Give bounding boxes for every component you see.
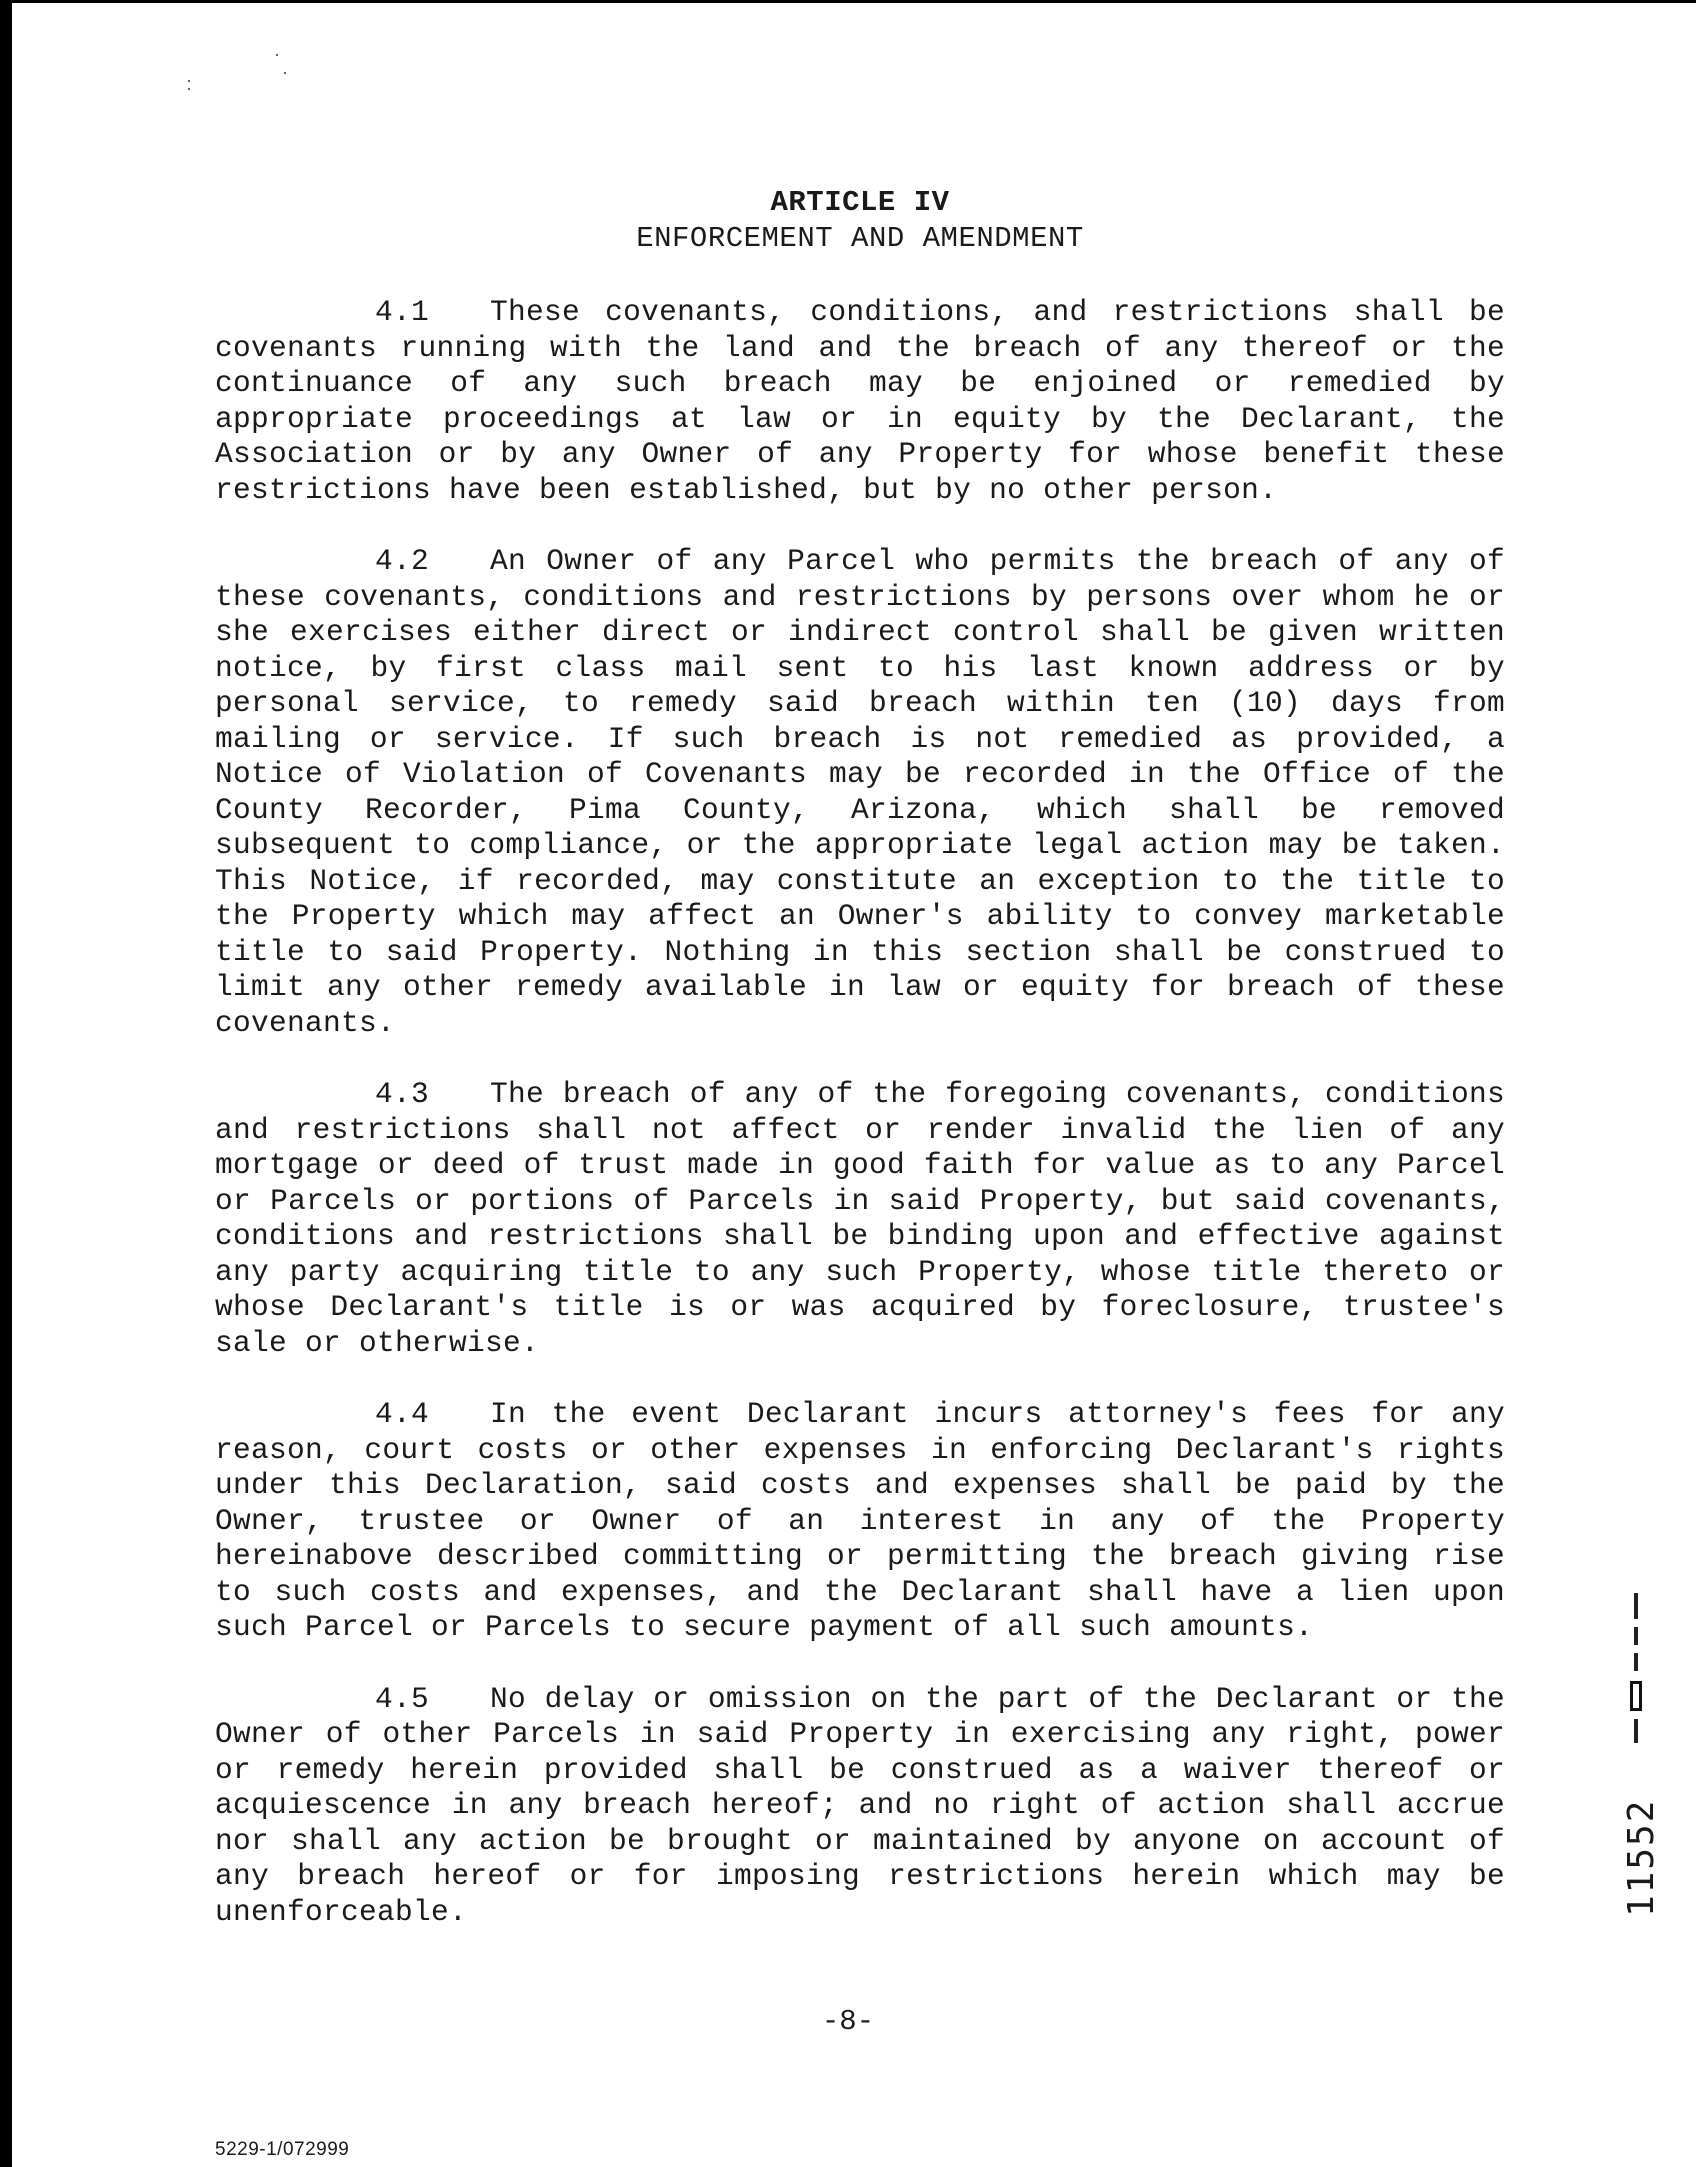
section-4-4	[215, 1397, 1505, 1646]
section-first-line: In the event Declarant incurs attorney's fees for any	[490, 1397, 1505, 1431]
section-4-1	[215, 295, 1505, 508]
section-4-5	[215, 1682, 1505, 1931]
recording-stamp-number: 11552	[1621, 1798, 1662, 1918]
scan-top-edge	[0, 0, 1696, 3]
scan-left-edge	[0, 0, 12, 2167]
section-text: the Owner of other Parcels in said Property in exercising any right, power or remedy herein provided shall be construed as a waiver thereof or acquiescence in any breach hereof; and no right of action shall accrue nor shall any action be brought or maintained by anyone on account of any breach hereof or for imposing restrictions herein which may be unenforceable.	[215, 1681, 1505, 1929]
document-body	[215, 295, 1505, 1966]
section-4-3	[215, 1077, 1505, 1361]
section-text: conditions and restrictions shall not affect or render invalid the lien of any mortgage or deed of trust made in good faith for value as to any Parcel or Parcels or portions of Parcels in said Property, but said covenants, conditions and restrictions shall be binding upon and effective against any party acquiring title to any such Property, whose title thereto or whose Declarant's title is or was acquired by foreclosure, trustee's sale or otherwise.	[215, 1077, 1505, 1360]
section-text: of these covenants, conditions and restrictions by persons over whom he or she exercises either direct or indirect control shall be given written notice, by first class mail sent to his last known address or by personal service, to remedy said breach within ten (10) days from mailing or service. If such breach is not remedied as provided, a Notice of Violation of Covenants may be recorded in the Office of the County Recorder, Pima County, Arizona, which shall be removed subsequent to compliance, or the appropriate legal action may be taken. This Notice, if recorded, may constitute an exception to the title to the Property which may affect an Owner's ability to convey marketable title to said Property. Nothing in this section shall be construed to limit any other remedy available in law or equity for breach of these covenants.	[215, 544, 1505, 1040]
section-text: reason, court costs or other expenses in enforcing Declarant's rights under this Declaration, said costs and expenses shall be paid by the Owner, trustee or Owner of an interest in any of the Property hereinabove described committing or permitting the breach giving rise to such costs and expenses, and the Declarant shall have a lien upon such Parcel or Parcels to secure payment of all such amounts.	[215, 1432, 1505, 1644]
section-4-2	[215, 544, 1505, 1041]
section-first-line: No delay or omission on the part of the Declarant or	[490, 1681, 1433, 1716]
section-number: 4.3	[375, 1077, 430, 1111]
section-first-line: These covenants, conditions, and restrictions shall	[490, 295, 1444, 329]
document-code: 5229-1/072999	[215, 2139, 350, 2160]
scan-specks	[180, 50, 300, 100]
section-number: 4.4	[375, 1397, 430, 1431]
section-first-line: The breach of any of the foregoing covenants,	[490, 1077, 1307, 1111]
section-first-line: An Owner of any Parcel who permits the breach of any	[490, 544, 1449, 578]
section-number: 4.1	[375, 295, 430, 329]
article-title: ARTICLE IV	[770, 186, 950, 219]
article-subtitle: ENFORCEMENT AND AMENDMENT	[636, 222, 1084, 255]
section-text: be covenants running with the land and the breach of any thereof or the continuance of any such breach may be enjoined or remedied by appropriate proceedings at law or in equity by the Declarant, the Association or by any Owner of any Property for whose benefit these restrictions have been established, but by no other person.	[215, 295, 1505, 507]
page-number: -8-	[821, 2005, 875, 2038]
section-number: 4.5	[375, 1681, 430, 1716]
section-number: 4.2	[375, 544, 430, 578]
